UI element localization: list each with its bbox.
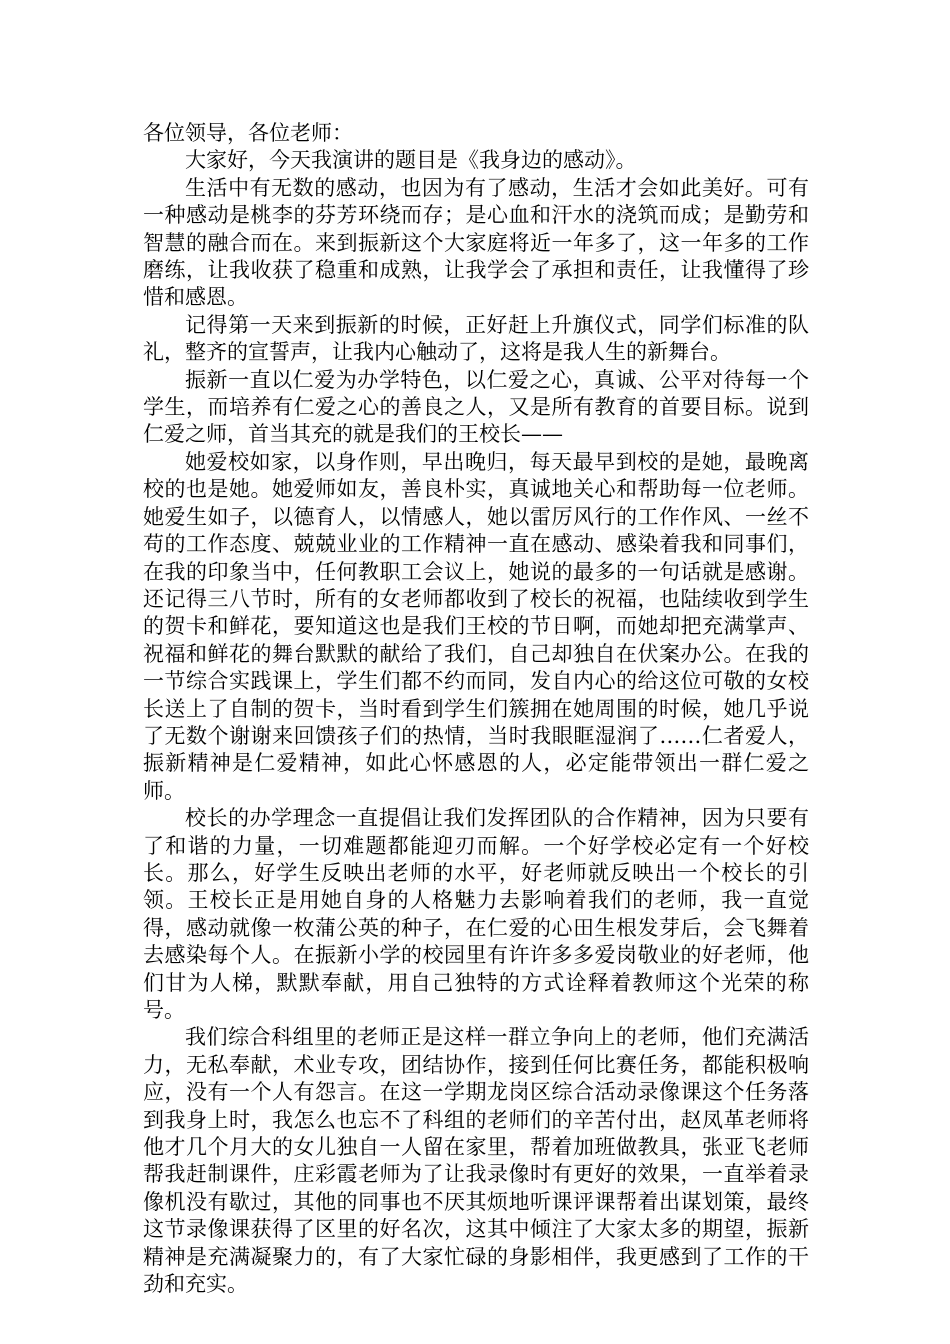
paragraph-title-intro: 大家好，今天我演讲的题目是《我身边的感动》。 — [185, 148, 637, 173]
paragraph-teamwork: 校长的办学理念一直提倡让我们发挥团队的合作精神，因为只要有了和谐的力量，一切难题都能迎刃而解。一个好学校必定有一个好校长。那么，好学生反映出老师的水平，好老师就反映出一个校长的引领。王校长正是用她自身的人格魅力去影响着我们的老师，我一直觉得，感动就像一枚蒲公英的种子，在仁爱的心田生根发芽后，会飞舞着去感染每个人。在振新小学的校园里有许许多多爱岗敬业的好老师，他们甘为人梯，默默奉献，用自己独特的方式诠释着教师这个光荣的称号。 — [143, 806, 809, 1022]
paragraph-benevolence: 振新一直以仁爱为办学特色，以仁爱之心，真诚、公平对待每一个学生，而培养有仁爱之心的善良之人，又是所有教育的首要目标。说到仁爱之师，首当其充的就是我们的王校长—— — [143, 367, 809, 447]
paragraph-principal: 她爱校如家，以身作则，早出晚归，每天最早到校的是她，最晚离校的也是她。她爱师如友，善良朴实，真诚地关心和帮助每一位老师。她爱生如子，以德育人，以情感人，她以雷厉风行的工作作风、一丝不苟的工作态度、兢兢业业的工作精神一直在感动、感染着我和同事们，在我的印象当中，任何教职工会议上，她说的最多的一句话就是感谢。还记得三八节时，所有的女老师都收到了校长的祝福，也陆续收到学生的贺卡和鲜花，要知道这也是我们王校的节日啊，而她却把充满掌声、祝福和鲜花的舞台默默的献给了我们，自己却独自在伏案办公。在我的一节综合实践课上，学生们都不约而同，发自内心的给这位可敬的女校长送上了自制的贺卡，当时看到学生们簇拥在她周围的时候，她几乎说了无数个谢谢来回馈孩子们的热情，当时我眼眶湿润了……仁者爱人，振新精神是仁爱精神，如此心怀感恩的人，必定能带领出一群仁爱之师。 — [143, 449, 809, 803]
speech-text — [143, 120, 809, 1298]
salutation: 各位领导，各位老师： — [143, 121, 353, 145]
paragraph-touching-life: 生活中有无数的感动，也因为有了感动，生活才会如此美好。可有一种感动是桃李的芬芳环绕而存；是心血和汗水的浇筑而成；是勤劳和智慧的融合而在。来到振新这个大家庭将近一年多了，这一年多的工作磨练，让我收获了稳重和成熟，让我学会了承担和责任，让我懂得了珍惜和感恩。 — [143, 175, 809, 310]
paragraph-colleagues: 我们综合科组里的老师正是这样一群立争向上的老师，他们充满活力，无私奉献，术业专攻，团结协作，接到任何比赛任务，都能积极响应，没有一个人有怨言。在这一学期龙岗区综合活动录像课这个任务落到我身上时，我怎么也忘不了科组的老师们的辛苦付出，赵凤革老师将他才几个月大的女儿独自一人留在家里，帮着加班做教具，张亚飞老师帮我赶制课件，庄彩霞老师为了让我录像时有更好的效果，一直举着录像机没有歇过，其他的同事也不厌其烦地听课评课帮着出谋划策，最终这节录像课获得了区里的好名次，这其中倾注了大家太多的期望，振新精神是充满凝聚力的，有了大家忙碌的身影相伴，我更感到了工作的干劲和充实。 — [143, 1025, 809, 1297]
paragraph-first-day: 记得第一天来到振新的时候，正好赶上升旗仪式，同学们标准的队礼，整齐的宣誓声，让我内心触动了，这将是我人生的新舞台。 — [143, 312, 809, 365]
